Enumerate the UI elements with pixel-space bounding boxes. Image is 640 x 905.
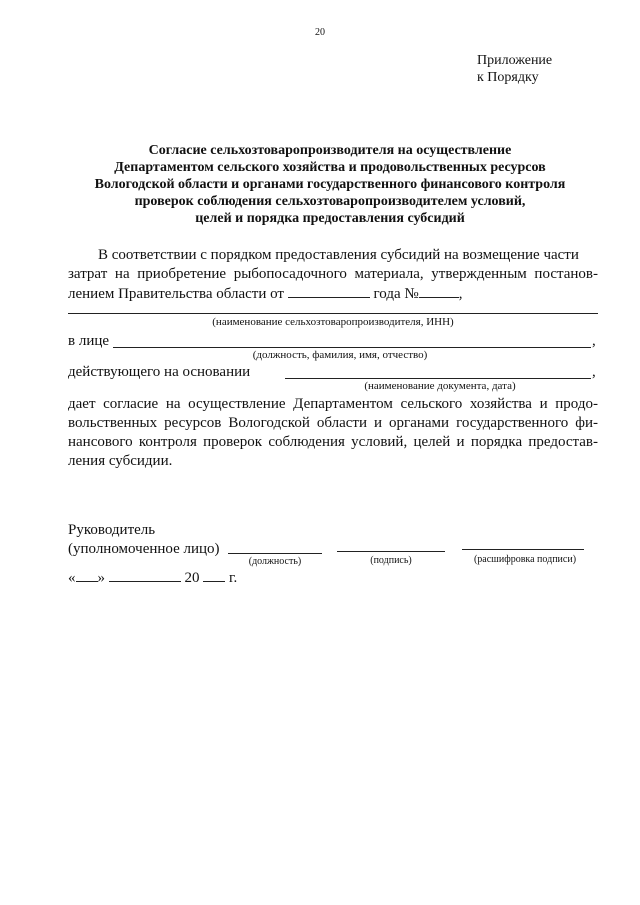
resolution-date-field[interactable]	[288, 285, 370, 298]
signature-decode-field[interactable]	[462, 549, 584, 550]
resolution-number-field[interactable]	[419, 285, 459, 298]
person-caption: (должность, фамилия, имя, отчество)	[252, 349, 428, 361]
year-prefix: 20	[184, 570, 200, 586]
title-line-4: проверок соблюдения сельхозтоваропроизводителем условий,	[134, 194, 526, 209]
date-line	[68, 569, 237, 587]
date-open-quote: «	[68, 570, 76, 586]
intro-line-1: В соответствии с порядком предоставления субсидий на возмещение части	[98, 247, 579, 263]
basis-comma: ,	[592, 364, 596, 380]
date-year-field[interactable]	[203, 569, 225, 582]
decode-caption: (расшифровка подписи)	[473, 554, 577, 565]
appendix-line-2: к Порядку	[477, 70, 539, 85]
title-line-1: Согласие сельхозтоваропроизводителя на осуществление	[148, 143, 512, 158]
year-suffix: г.	[229, 570, 238, 586]
position-field[interactable]	[228, 553, 322, 554]
intro-line-3-comma: ,	[458, 286, 463, 302]
person-comma: ,	[592, 333, 596, 349]
appendix-line-1: Приложение	[477, 53, 553, 68]
date-day-field[interactable]	[76, 569, 98, 582]
signature-caption: (подпись)	[370, 555, 412, 566]
basis-caption: (наименование документа, дата)	[364, 380, 516, 392]
basis-field[interactable]	[285, 378, 591, 379]
basis-label: действующего на основании	[68, 364, 251, 380]
intro-line-3-text: лением Правительства области от	[68, 286, 284, 302]
person-field[interactable]	[113, 347, 591, 348]
title-line-2: Департаментом сельского хозяйства и продовольственных ресурсов	[114, 160, 546, 175]
position-caption: (должность)	[248, 556, 302, 567]
person-label: в лице	[68, 333, 110, 349]
title-line-3: Вологодской области и органами государственного финансового контроля	[94, 177, 566, 192]
intro-line-2: затрат на приобретение рыбопосадочного материала, утвержденным постанов-	[68, 266, 598, 282]
authorized-label: (уполномоченное лицо)	[68, 541, 220, 557]
page-number: 20	[315, 27, 325, 38]
organization-caption: (наименование сельхозтоваропроизводителя, ИНН)	[212, 316, 454, 328]
date-month-field[interactable]	[109, 569, 181, 582]
organization-field[interactable]	[68, 313, 598, 314]
consent-paragraph: дает согласие на осуществление Департаментом сельского хозяйства и продо-вольственных ресурсов Вологодской области и органами государственного фи-нансового контроля проверок соблюдения условий, целей и порядка предостав-ления субсидии.	[68, 396, 598, 469]
appendix-note	[477, 52, 552, 86]
signature-field[interactable]	[337, 551, 445, 552]
title-line-5: целей и порядка предоставления субсидий	[195, 211, 465, 226]
intro-line-3	[68, 285, 462, 303]
head-label: Руководитель	[68, 522, 156, 538]
date-close-quote: »	[97, 570, 105, 586]
document-title	[40, 142, 620, 227]
intro-line-3-number-label: года №	[373, 286, 419, 302]
